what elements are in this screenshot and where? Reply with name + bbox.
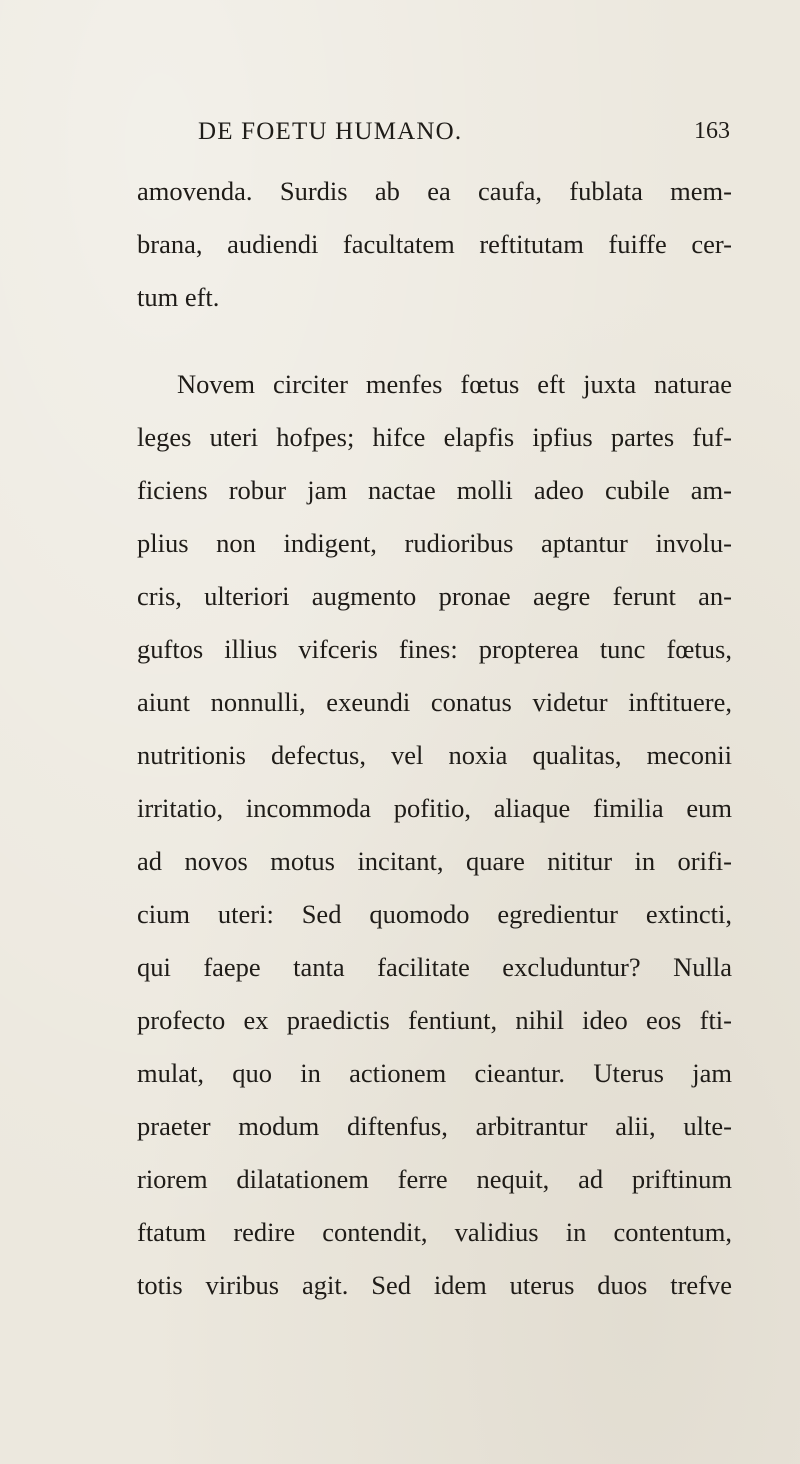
text-line: riorem dilatationem ferre nequit, ad priftinum	[137, 1164, 732, 1194]
text-line: ftatum redire contendit, validius in contentum,	[137, 1217, 732, 1247]
page-header	[138, 118, 730, 158]
paragraph-gap	[137, 324, 732, 358]
text-line: nutritionis defectus, vel noxia qualitas, meconii	[137, 740, 732, 770]
text-line: profecto ex praedictis fentiunt, nihil ideo eos fti-	[137, 1005, 732, 1035]
text-line: mulat, quo in actionem cieantur. Uterus jam	[137, 1058, 732, 1088]
text-line: guftos illius vifceris fines: propterea tunc fœtus,	[137, 634, 732, 664]
text-line: amovenda. Surdis ab ea caufa, fublata mem-	[137, 176, 732, 206]
text-line: cium uteri: Sed quomodo egredientur extincti,	[137, 899, 732, 929]
text-line: Novem circiter menfes fœtus eft juxta naturae	[177, 369, 732, 399]
text-line: aiunt nonnulli, exeundi conatus videtur inftituere,	[137, 687, 732, 717]
body-text	[137, 165, 732, 1312]
running-head: DE FOETU HUMANO.	[198, 118, 463, 145]
text-line: brana, audiendi facultatem reftitutam fuiffe cer-	[137, 229, 732, 259]
text-line: irritatio, incommoda pofitio, aliaque fimilia eum	[137, 793, 732, 823]
text-line: ficiens robur jam nactae molli adeo cubile am-	[137, 475, 732, 505]
paragraph-1	[137, 165, 732, 324]
text-line: totis viribus agit. Sed idem uterus duos trefve	[137, 1270, 732, 1300]
text-line: praeter modum diftenfus, arbitrantur alii, ulte-	[137, 1111, 732, 1141]
page-number: 163	[694, 118, 730, 144]
text-line: cris, ulteriori augmento pronae aegre ferunt an-	[137, 581, 732, 611]
paragraph-2	[137, 358, 732, 1312]
text-line: qui faepe tanta facilitate excluduntur? Nulla	[137, 952, 732, 982]
text-line: plius non indigent, rudioribus aptantur involu-	[137, 528, 732, 558]
text-line: ad novos motus incitant, quare nititur in orifi-	[137, 846, 732, 876]
text-line: leges uteri hofpes; hifce elapfis ipfius partes fuf-	[137, 422, 732, 452]
text-line: tum eft.	[137, 282, 220, 312]
